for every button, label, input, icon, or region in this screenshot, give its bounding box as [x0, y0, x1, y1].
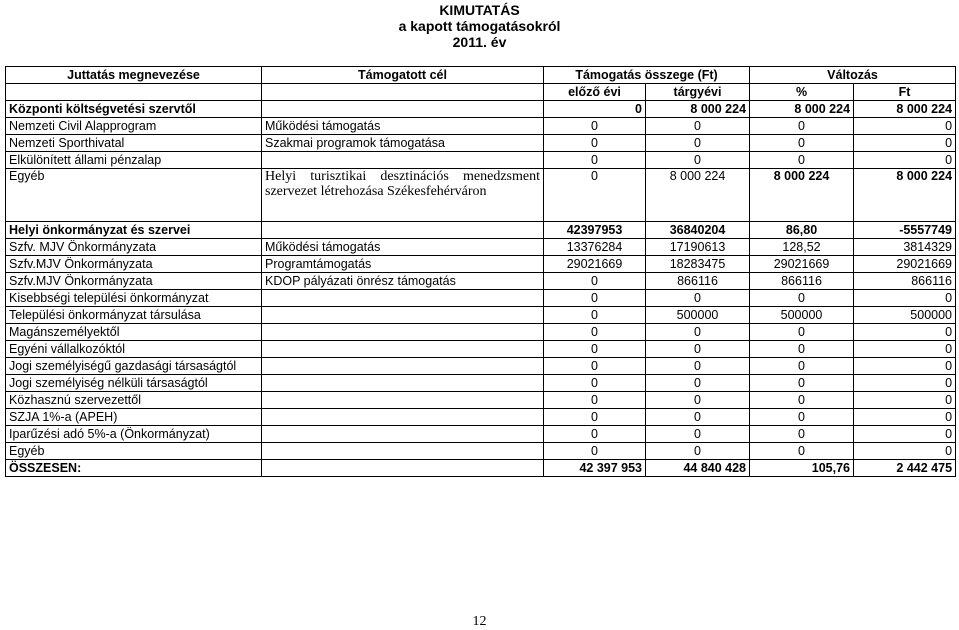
title-line-3: 2011. év: [452, 34, 507, 50]
row-target: [262, 101, 544, 118]
row-curr: 0: [646, 358, 750, 375]
table-row: [6, 135, 956, 152]
row-name: Egyéb: [6, 443, 262, 460]
row-curr: 0: [646, 426, 750, 443]
total-row: [6, 460, 956, 477]
row-curr: 0: [646, 135, 750, 152]
table-row: [6, 118, 956, 135]
row-pct: 0: [750, 324, 854, 341]
document-title: [0, 2, 959, 50]
row-target: KDOP pályázati önrész támogatás: [262, 273, 544, 290]
table-row: [6, 358, 956, 375]
row-ft: 0: [854, 118, 956, 135]
row-target: [262, 307, 544, 324]
table-row: [6, 392, 956, 409]
row-ft: 0: [854, 375, 956, 392]
header-name: Juttatás megnevezése: [6, 67, 262, 84]
row-name: Magánszemélyektől: [6, 324, 262, 341]
row-pct: 128,52: [750, 239, 854, 256]
header-empty-1: [6, 84, 262, 101]
row-curr: 0: [646, 409, 750, 426]
table-row: [6, 341, 956, 358]
row-name: Nemzeti Civil Alapprogram: [6, 118, 262, 135]
row-curr: 866116: [646, 273, 750, 290]
row-curr: 36840204: [646, 222, 750, 239]
row-target: Működési támogatás: [262, 239, 544, 256]
row-curr: 0: [646, 392, 750, 409]
row-ft: 0: [854, 358, 956, 375]
row-pct: 0: [750, 118, 854, 135]
row-prev: 0: [544, 118, 646, 135]
row-ft: 0: [854, 152, 956, 169]
row-ft: 0: [854, 290, 956, 307]
row-target: [262, 358, 544, 375]
row-pct: 0: [750, 290, 854, 307]
row-target: [262, 375, 544, 392]
row-name: Jogi személyiségű gazdasági társaságtól: [6, 358, 262, 375]
table-row: [6, 273, 956, 290]
row-pct: 0: [750, 426, 854, 443]
total-prev: 42 397 953: [544, 460, 646, 477]
row-ft: 0: [854, 324, 956, 341]
row-prev: 0: [544, 273, 646, 290]
title-line-2: a kapott támogatásokról: [398, 18, 561, 34]
row-prev: 0: [544, 290, 646, 307]
row-target: [262, 409, 544, 426]
row-prev: 0: [544, 324, 646, 341]
row-target: Szakmai programok támogatása: [262, 135, 544, 152]
table-row: [6, 443, 956, 460]
row-name: SZJA 1%-a (APEH): [6, 409, 262, 426]
row-pct: 0: [750, 443, 854, 460]
row-name: Szfv. MJV Önkormányzata: [6, 239, 262, 256]
table-row: [6, 307, 956, 324]
row-prev: 29021669: [544, 256, 646, 273]
row-name: Egyéb: [6, 169, 262, 222]
row-prev: 0: [544, 169, 646, 222]
row-ft: 866116: [854, 273, 956, 290]
row-pct: 0: [750, 358, 854, 375]
table-row: [6, 375, 956, 392]
table-row: [6, 101, 956, 118]
row-pct: 29021669: [750, 256, 854, 273]
row-prev: 42397953: [544, 222, 646, 239]
row-ft: 0: [854, 443, 956, 460]
total-pct: 105,76: [750, 460, 854, 477]
row-pct: 0: [750, 409, 854, 426]
header-target: Támogatott cél: [262, 67, 544, 84]
row-pct: 0: [750, 152, 854, 169]
row-curr: 17190613: [646, 239, 750, 256]
row-name: Nemzeti Sporthivatal: [6, 135, 262, 152]
row-prev: 13376284: [544, 239, 646, 256]
row-pct: 8 000 224: [750, 101, 854, 118]
row-name: Központi költségvetési szervtől: [6, 101, 262, 118]
row-name: Szfv.MJV Önkormányzata: [6, 256, 262, 273]
row-pct: 8 000 224: [750, 169, 854, 222]
title-line-1: KIMUTATÁS: [439, 2, 520, 18]
row-target: Működési támogatás: [262, 118, 544, 135]
row-curr: 18283475: [646, 256, 750, 273]
row-target: [262, 152, 544, 169]
table-row: [6, 426, 956, 443]
row-target: Programtámogatás: [262, 256, 544, 273]
row-curr: 500000: [646, 307, 750, 324]
row-pct: 86,80: [750, 222, 854, 239]
page-number: 12: [472, 614, 487, 629]
total-target: [262, 460, 544, 477]
row-target: Helyi turisztikai desztinációs menedzsment szervezet létrehozása Székesfehérváron: [262, 169, 544, 222]
row-ft: 500000: [854, 307, 956, 324]
row-name: Iparűzési adó 5%-a (Önkormányzat): [6, 426, 262, 443]
total-label: ÖSSZESEN:: [6, 460, 262, 477]
row-prev: 0: [544, 358, 646, 375]
table-row: [6, 256, 956, 273]
row-ft: 3814329: [854, 239, 956, 256]
header-amount: Támogatás összege (Ft): [544, 67, 750, 84]
row-curr: 0: [646, 375, 750, 392]
row-prev: 0: [544, 135, 646, 152]
row-prev: 0: [544, 152, 646, 169]
table-row: [6, 239, 956, 256]
row-target: [262, 341, 544, 358]
row-ft: 0: [854, 392, 956, 409]
total-ft: 2 442 475: [854, 460, 956, 477]
row-target: [262, 222, 544, 239]
row-prev: 0: [544, 426, 646, 443]
row-prev: 0: [544, 392, 646, 409]
table-row: [6, 152, 956, 169]
row-name: Szfv.MJV Önkormányzata: [6, 273, 262, 290]
row-prev: 0: [544, 409, 646, 426]
row-name: Helyi önkormányzat és szervei: [6, 222, 262, 239]
table-row: [6, 409, 956, 426]
row-name: Települési önkormányzat társulása: [6, 307, 262, 324]
table-row: [6, 222, 956, 239]
header-empty-2: [262, 84, 544, 101]
header-curr: tárgyévi: [646, 84, 750, 101]
total-curr: 44 840 428: [646, 460, 750, 477]
row-pct: 0: [750, 375, 854, 392]
row-curr: 0: [646, 341, 750, 358]
row-target: [262, 426, 544, 443]
row-name: Jogi személyiség nélküli társaságtól: [6, 375, 262, 392]
row-ft: 0: [854, 341, 956, 358]
row-curr: 8 000 224: [646, 101, 750, 118]
row-curr: 0: [646, 324, 750, 341]
row-name: Egyéni vállalkozóktól: [6, 341, 262, 358]
row-curr: 8 000 224: [646, 169, 750, 222]
row-curr: 0: [646, 290, 750, 307]
row-ft: 8 000 224: [854, 169, 956, 222]
row-target: [262, 392, 544, 409]
table-row: [6, 324, 956, 341]
row-name: Elkülönített állami pénzalap: [6, 152, 262, 169]
header-change: Változás: [750, 67, 956, 84]
table-row: [6, 169, 956, 222]
row-ft: 29021669: [854, 256, 956, 273]
table-row: [6, 290, 956, 307]
row-pct: 866116: [750, 273, 854, 290]
grants-table: [5, 66, 956, 477]
row-target: [262, 324, 544, 341]
row-prev: 0: [544, 101, 646, 118]
row-prev: 0: [544, 443, 646, 460]
row-prev: 0: [544, 307, 646, 324]
row-curr: 0: [646, 443, 750, 460]
row-target: [262, 290, 544, 307]
row-pct: 0: [750, 135, 854, 152]
row-curr: 0: [646, 152, 750, 169]
row-ft: 0: [854, 135, 956, 152]
row-prev: 0: [544, 375, 646, 392]
row-prev: 0: [544, 341, 646, 358]
header-pct: %: [750, 84, 854, 101]
row-name: Közhasznú szervezettől: [6, 392, 262, 409]
row-curr: 0: [646, 118, 750, 135]
row-ft: -5557749: [854, 222, 956, 239]
row-pct: 500000: [750, 307, 854, 324]
row-ft: 0: [854, 426, 956, 443]
row-pct: 0: [750, 341, 854, 358]
row-target: [262, 443, 544, 460]
header-ft: Ft: [854, 84, 956, 101]
row-ft: 8 000 224: [854, 101, 956, 118]
header-prev: előző évi: [544, 84, 646, 101]
row-name: Kisebbségi települési önkormányzat: [6, 290, 262, 307]
row-ft: 0: [854, 409, 956, 426]
row-pct: 0: [750, 392, 854, 409]
